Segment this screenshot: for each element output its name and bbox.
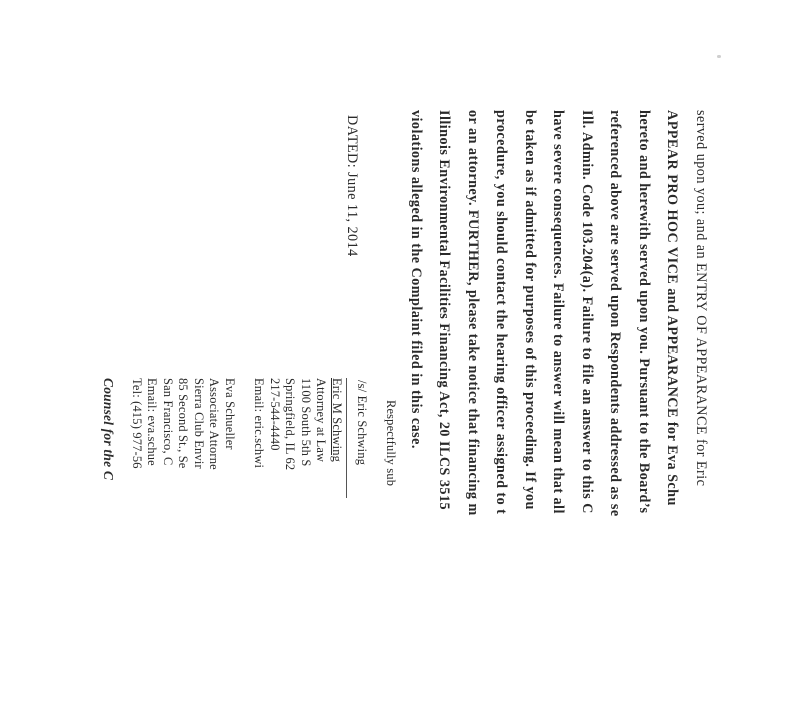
body-line: be taken as if admitted for purposes of this proceeding. If you <box>522 110 538 510</box>
attorney-2-contact <box>129 378 238 498</box>
city-line: San Francisco, C <box>161 378 175 466</box>
address-line: 85 Second St., Se <box>176 378 191 469</box>
document-body <box>402 110 716 710</box>
body-line: violations alleged in the Complaint filed in this case. <box>408 110 424 449</box>
phone-line: Tel: (415) 977-56 <box>130 378 144 469</box>
attorney-1-contact <box>251 378 344 498</box>
email-line: Email: eva.schue <box>145 378 160 466</box>
signature-block <box>101 378 406 498</box>
phone-line: 217-544-4440 <box>268 378 282 451</box>
body-line: referenced above are served upon Respondents addressed as se <box>607 110 624 517</box>
body-line: Ill. Admin. Code 103.204(a). Failure to file an answer to this C <box>579 110 595 514</box>
attorney-title: Associate Attorne <box>207 378 222 470</box>
closing-text: Respectfully sub <box>384 400 398 487</box>
body-line: hereto and herewith served upon you. Pursuant to the Board’s <box>636 110 652 514</box>
body-line: or an attorney. FURTHER, please take notice that financing m <box>465 110 481 516</box>
counsel-line: Counsel for the C <box>101 378 117 481</box>
email-line: Email: eric.schwi <box>252 378 267 469</box>
signed-by: /s/ Eric Schwing <box>355 380 369 466</box>
body-line: Illinois Environmental Facilities Financing Act, 20 ILCS 3515 <box>436 110 453 511</box>
organization-line: Sierra Club Envir <box>192 378 206 469</box>
attorney-title: Attorney at Law <box>314 378 329 463</box>
body-line: APPEAR PRO HOC VICE and APPEARANCE for Eva Schu <box>664 110 681 506</box>
scan-speck <box>717 55 721 58</box>
city-line: Springfield, IL 62 <box>283 378 298 471</box>
attorney-name: Eva Schueller <box>223 378 237 450</box>
attorney-name: Eric M Schwing <box>330 378 344 463</box>
body-line: served upon you; and an ENTRY OF APPEARANCE for Eric <box>693 110 709 487</box>
address-line: 1100 South 5th S <box>299 378 313 467</box>
body-line: procedure, you should contact the hearing officer assigned to t <box>493 110 510 515</box>
body-line: have severe consequences. Failure to answer will mean that all <box>550 110 567 514</box>
dated-line: DATED: June 11, 2014 <box>344 115 360 257</box>
